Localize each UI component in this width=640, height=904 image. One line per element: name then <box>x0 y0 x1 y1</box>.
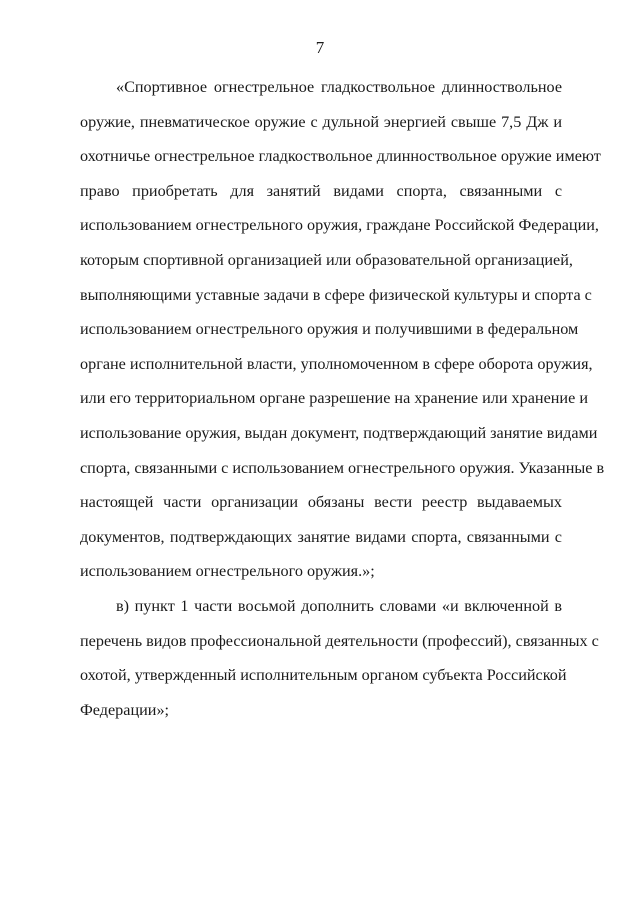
text-line: органе исполнительной власти, уполномоченном в сфере оборота оружия, <box>80 354 593 373</box>
text-line: Федерации»; <box>80 700 170 719</box>
text-line: использованием огнестрельного оружия и получившими в федеральном <box>80 320 579 339</box>
text-line: оружие, пневматическое оружие с дульной энергией свыше 7,5 Дж и <box>80 112 562 131</box>
text-line: охотой, утвержденный исполнительным органом субъекта Российской <box>80 666 567 685</box>
text-line: «Спортивное огнестрельное гладкоствольное длинноствольное <box>116 78 562 96</box>
paragraph-amendment-text <box>80 70 605 589</box>
text-line: охотничье огнестрельное гладкоствольное длинноствольное оружие имеют <box>80 147 601 166</box>
text-line: право приобретать для занятий видами спорта, связанными с <box>80 181 562 200</box>
text-line: использование оружия, выдан документ, подтверждающий занятие видами <box>80 423 598 442</box>
text-line: которым спортивной организацией или образовательной организацией, <box>80 250 573 269</box>
text-line: настоящей части организации обязаны вести реестр выдаваемых <box>80 493 562 512</box>
paragraph-item-v <box>80 589 599 727</box>
page-number: 7 <box>315 38 325 57</box>
text-line: перечень видов профессиональной деятельности (профессий), связанных с <box>80 631 599 650</box>
text-line: документов, подтверждающих занятие видами спорта, связанными с <box>80 527 562 546</box>
text-line: использованием огнестрельного оружия.»; <box>80 562 375 581</box>
text-line: в) пункт 1 части восьмой дополнить словами «и включенной в <box>116 596 562 615</box>
text-line: использованием огнестрельного оружия, граждане Российской Федерации, <box>80 216 599 235</box>
text-line: выполняющими уставные задачи в сфере физической культуры и спорта с <box>80 285 592 304</box>
text-line: или его территориальном органе разрешение на хранение или хранение и <box>80 389 588 408</box>
document-body <box>80 70 605 727</box>
text-line: спорта, связанными с использованием огнестрельного оружия. Указанные в <box>80 458 605 477</box>
